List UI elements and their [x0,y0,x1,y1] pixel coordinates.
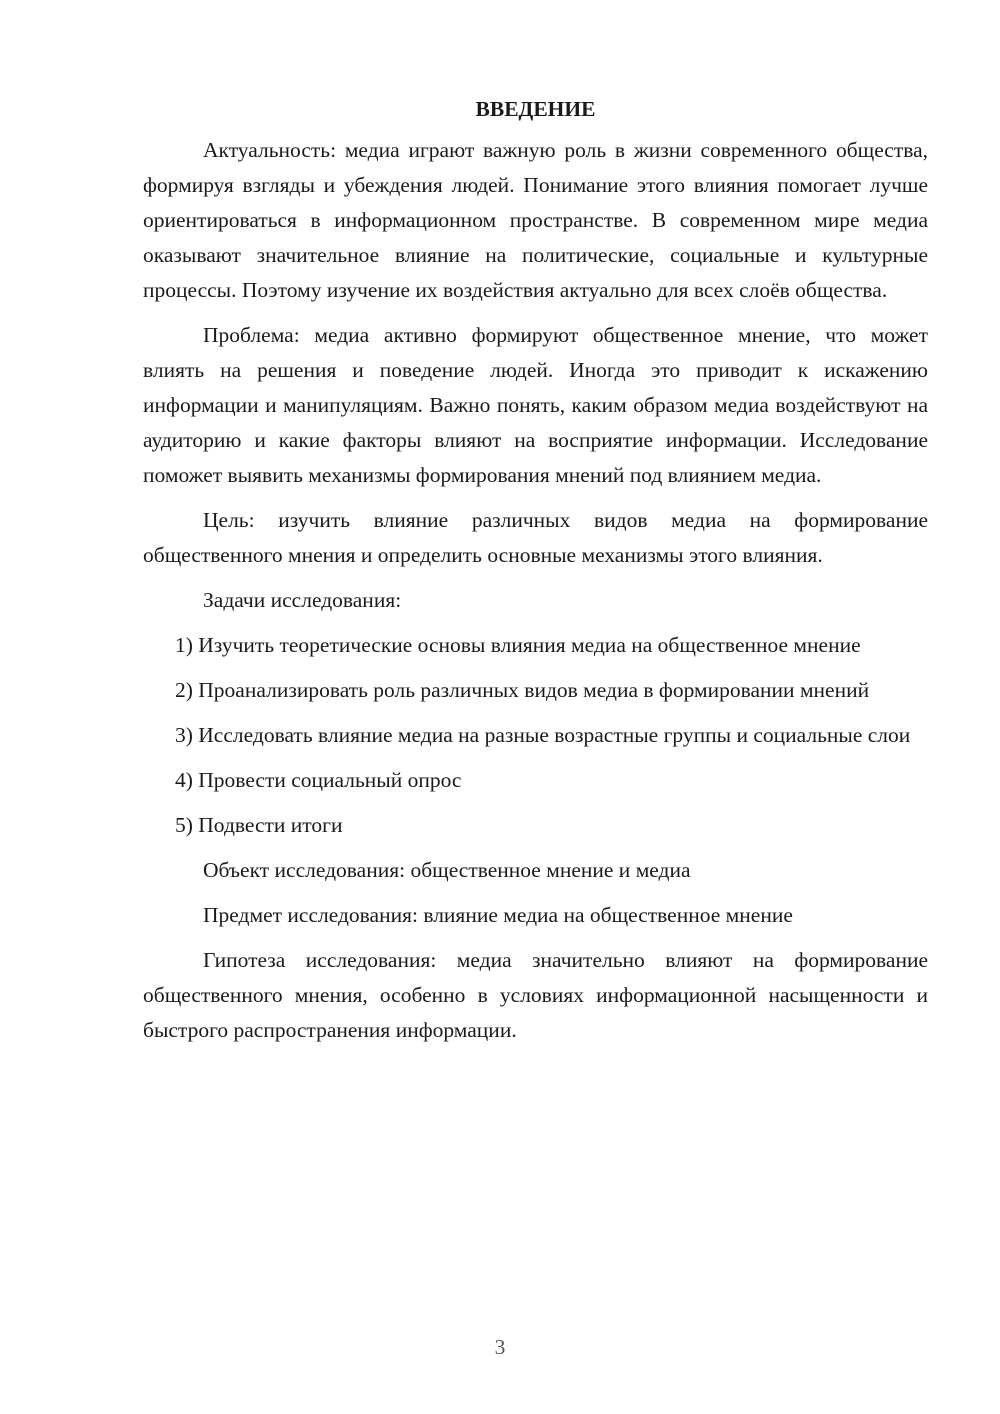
relevance-paragraph: Актуальность: медиа играют важную роль в жизни современного общества, формируя взгляды и убеждения людей. Понимание этого влияния помогает лучше ориентироваться в информационном пространстве. В современном мире медиа оказывают значительное влияние на политические, социальные и культурные процессы. Поэтому изучение их воздействия актуально для всех слоёв общества. [143,138,928,302]
goal-paragraph: Цель: изучить влияние различных видов медиа на формирование общественного мнения и определить основные механизмы этого влияния. [143,508,928,567]
tasks-title: Задачи исследования: [203,588,402,612]
task-item: 4) Провести социальный опрос [175,768,462,792]
object-paragraph: Объект исследования: общественное мнение и медиа [203,858,691,882]
task-item: 5) Подвести итоги [175,813,343,837]
section-heading: ВВЕДЕНИЕ [475,97,596,121]
task-item: 2) Проанализировать роль различных видов медиа в формировании мнений [175,678,870,702]
problem-paragraph: Проблема: медиа активно формируют общественное мнение, что может влиять на решения и поведение людей. Иногда это приводит к искажению информации и манипуляциям. Важно понять, каким образом медиа воздействуют на аудиторию и какие факторы влияют на восприятие информации. Исследование поможет выявить механизмы формирования мнений под влиянием медиа. [143,323,928,487]
hypothesis-paragraph: Гипотеза исследования: медиа значительно влияют на формирование общественного мнения, особенно в условиях информационной насыщенности и быстрого распространения информации. [143,948,928,1042]
document-page [143,92,928,1058]
task-item: 1) Изучить теоретические основы влияния медиа на общественное мнение [175,633,861,657]
task-item: 3) Исследовать влияние медиа на разные возрастные группы и социальные слои [175,723,911,747]
subject-paragraph: Предмет исследования: влияние медиа на общественное мнение [203,903,793,927]
page-number: 3 [494,1335,506,1359]
